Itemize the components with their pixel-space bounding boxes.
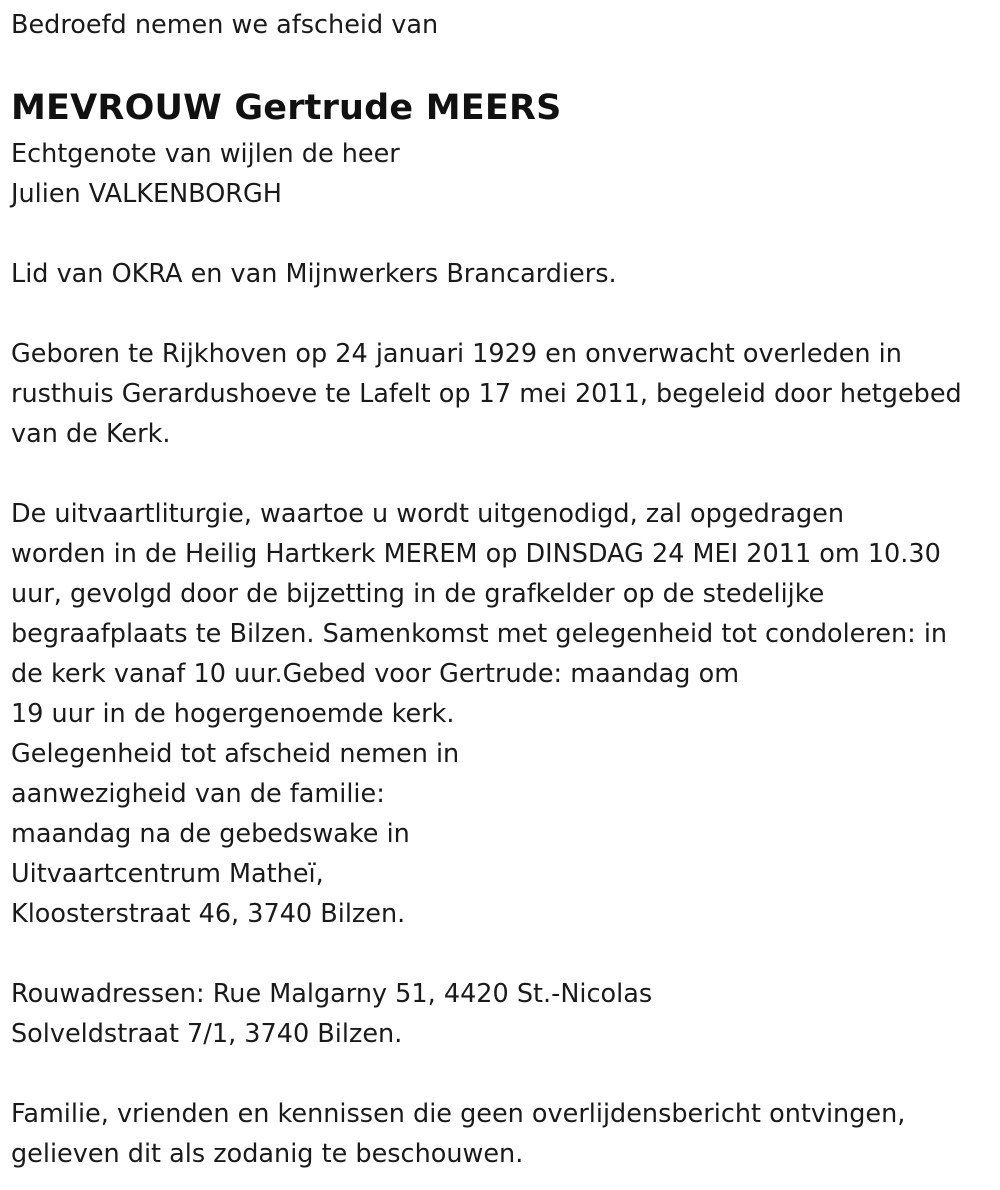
- funeral-line: Gelegenheid tot afscheid nemen in: [11, 739, 460, 769]
- intro-line: Bedroefd nemen we afscheid van: [11, 10, 439, 40]
- funeral-line: begraafplaats te Bilzen. Samenkomst met gelegenheid tot condoleren: in: [11, 619, 948, 649]
- funeral-line: Uitvaartcentrum Matheï,: [11, 859, 324, 889]
- spouse-line-1: Echtgenote van wijlen de heer: [11, 139, 400, 169]
- birth-death-line: van de Kerk.: [11, 419, 171, 449]
- funeral-line: 19 uur in de hogergenoemde kerk.: [11, 699, 455, 729]
- funeral-line: uur, gevolgd door de bijzetting in de grafkelder op de stedelijke: [11, 579, 825, 609]
- closing-line: Familie, vrienden en kennissen die geen overlijdensbericht ontvingen,: [11, 1099, 906, 1129]
- funeral-line: de kerk vanaf 10 uur.Gebed voor Gertrude: maandag om: [11, 659, 740, 689]
- spouse-line-2: Julien VALKENBORGH: [11, 179, 282, 209]
- deceased-name: MEVROUW Gertrude MEERS: [11, 88, 562, 128]
- funeral-line: aanwezigheid van de familie:: [11, 779, 385, 809]
- funeral-line: Kloosterstraat 46, 3740 Bilzen.: [11, 899, 406, 929]
- funeral-line: worden in de Heilig Hartkerk MEREM op DINSDAG 24 MEI 2011 om 10.30: [11, 539, 941, 569]
- funeral-line: De uitvaartliturgie, waartoe u wordt uitgenodigd, zal opgedragen: [11, 499, 845, 529]
- closing-line: gelieven dit als zodanig te beschouwen.: [11, 1139, 524, 1169]
- address-line: Solveldstraat 7/1, 3740 Bilzen.: [11, 1019, 403, 1049]
- address-line: Rouwadressen: Rue Malgarny 51, 4420 St.-Nicolas: [11, 979, 653, 1009]
- funeral-line: maandag na de gebedswake in: [11, 819, 410, 849]
- birth-death-line: rusthuis Gerardushoeve te Lafelt op 17 mei 2011, begeleid door hetgebed: [11, 379, 962, 409]
- birth-death-line: Geboren te Rijkhoven op 24 januari 1929 en onverwacht overleden in: [11, 339, 902, 369]
- membership-line: Lid van OKRA en van Mijnwerkers Brancardiers.: [11, 259, 617, 289]
